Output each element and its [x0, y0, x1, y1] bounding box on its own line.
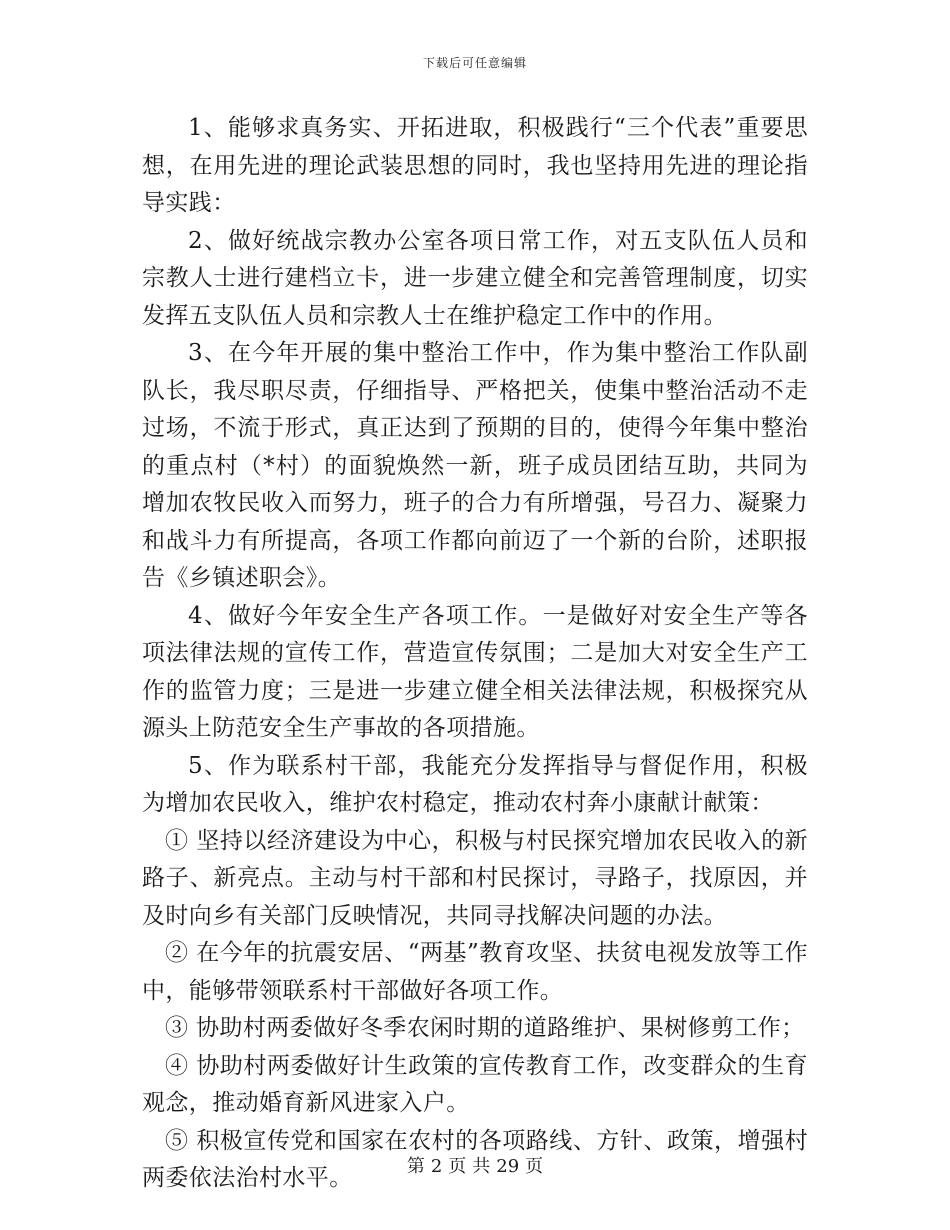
- document-body: [142, 110, 808, 1198]
- list-item-2: ② 在今年的抗震安居、“两基”教育攻坚、扶贫电视发放等工作中，能够带领联系村干部做好各项工作。: [142, 940, 808, 1004]
- current-page-number: 2: [430, 1156, 443, 1177]
- list-item-5: ⑤ 积极宣传党和国家在农村的各项路线、方针、政策，增强村两委依法治村水平。: [142, 1127, 808, 1191]
- list-item-3: ③ 协助村两委做好冬季农闲时期的道路维护、果树修剪工作；: [165, 1015, 805, 1041]
- footer-page-unit: 页: [448, 1156, 467, 1177]
- footer-total-prefix: 共: [472, 1156, 491, 1177]
- paragraph-5: 5、作为联系村干部，我能充分发挥指导与督促作用，积极为增加农民收入，维护农村稳定，推动农村奔小康献计献策：: [142, 752, 808, 816]
- footer-total-unit: 页: [525, 1156, 544, 1177]
- page-header: 下载后可任意编辑: [422, 56, 527, 70]
- list-item-1: ① 坚持以经济建设为中心，积极与村民探究增加农民收入的新路子、新亮点。主动与村干部和村民探讨，寻路子，找原因，并及时向乡有关部门反映情况，共同寻找解决问题的办法。: [142, 827, 808, 929]
- paragraph-2: 2、做好统战宗教办公室各项日常工作，对五支队伍人员和宗教人士进行建档立卡，进一步建立健全和完善管理制度，切实发挥五支队伍人员和宗教人士在维护稳定工作中的作用。: [142, 227, 808, 329]
- paragraph-4: 4、做好今年安全生产各项工作。一是做好对安全生产等各项法律法规的宣传工作，营造宣传氛围；二是加大对安全生产工作的监管力度；三是进一步建立健全相关法律法规，积极探究从源头上防范安全生产事故的各项措施。: [142, 602, 808, 741]
- page-footer: [0, 1152, 950, 1178]
- total-page-count: 29: [496, 1156, 520, 1177]
- paragraph-1: 1、能够求真务实、开拓进取，积极践行“三个代表”重要思想，在用先进的理论武装思想的同时，我也坚持用先进的理论指导实践：: [142, 115, 808, 216]
- footer-prefix: 第: [406, 1156, 425, 1177]
- paragraph-3: 3、在今年开展的集中整治工作中，作为集中整治工作队副队长，我尽职尽责，仔细指导、严格把关，使集中整治活动不走过场，不流于形式，真正达到了预期的目的，使得今年集中整治的重点村（*村）的面貌焕然一新，班子成员团结互助，共同为增加农牧民收入而努力，班子的合力有所增强，号召力、凝聚力和战斗力有所提高，各项工作都向前迈了一个新的台阶，述职报告《乡镇述职会》。: [142, 340, 808, 591]
- list-item-4: ④ 协助村两委做好计生政策的宣传教育工作，改变群众的生育观念，推动婚育新风进家入户。: [142, 1052, 808, 1116]
